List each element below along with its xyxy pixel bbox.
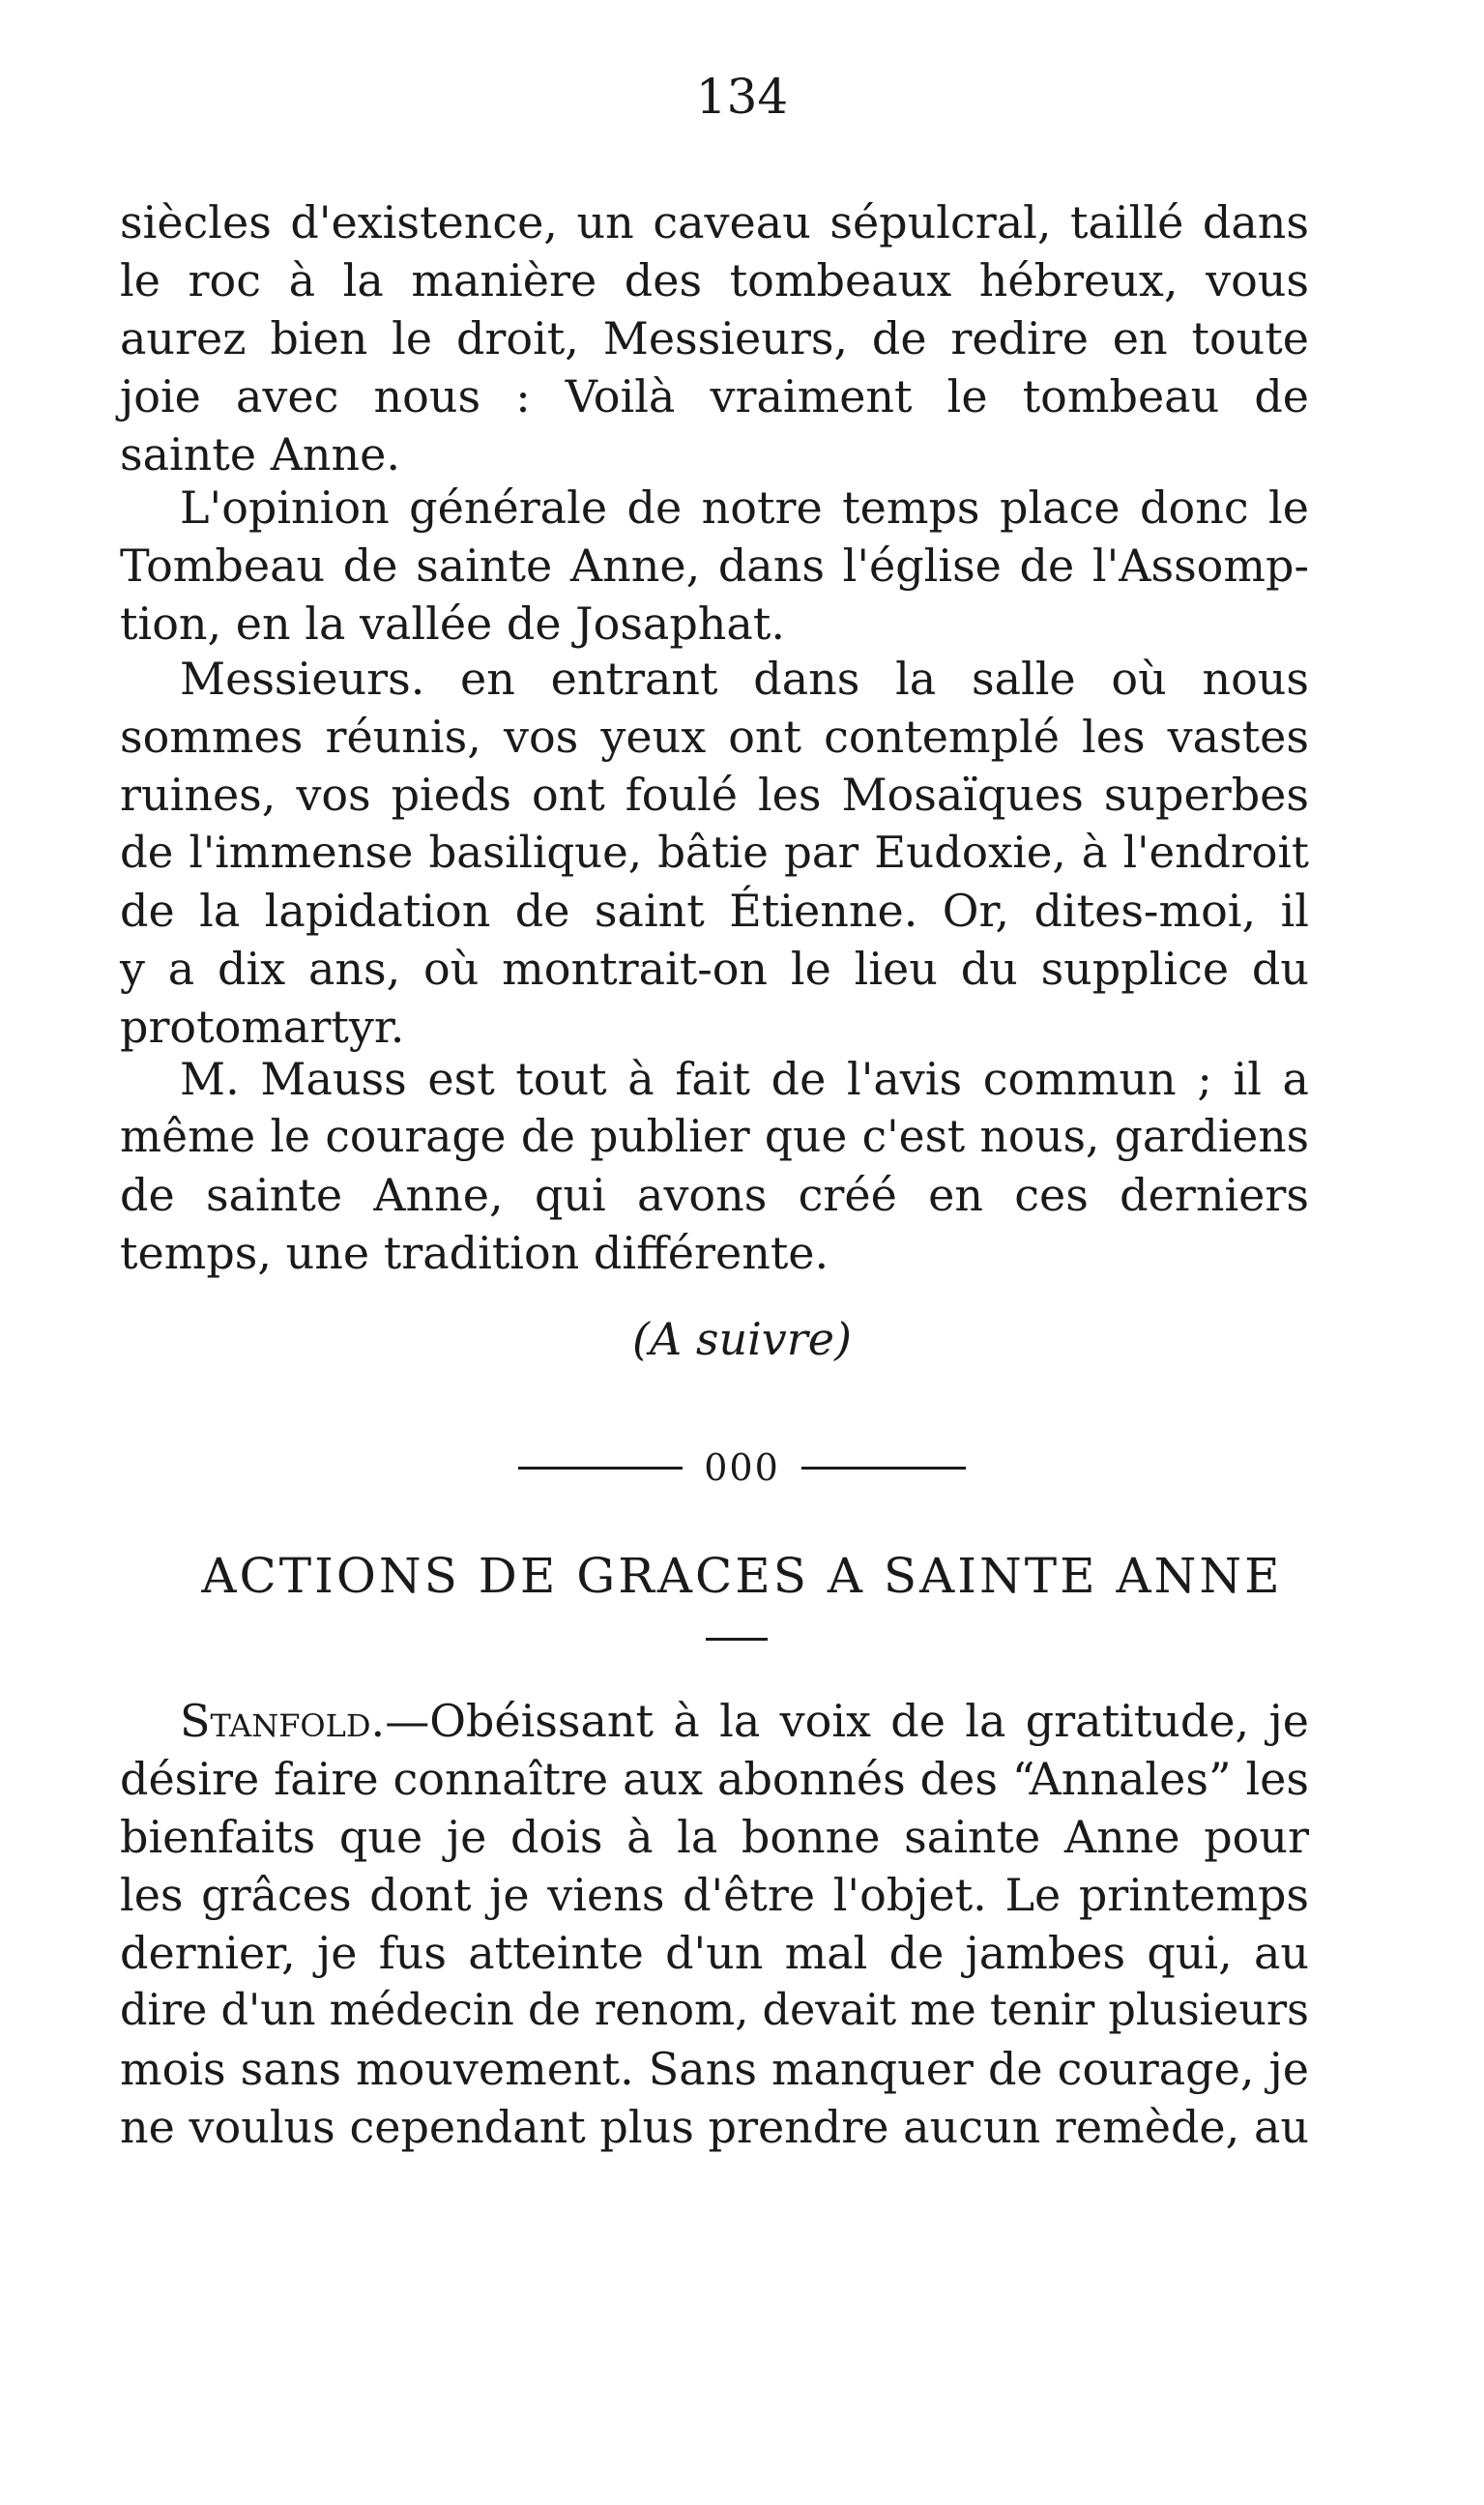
text-line: dernier, je fus atteinte d'un mal de jambes qui, au	[120, 1927, 1309, 1979]
text-line: Messieurs. en entrant dans la salle où nous	[180, 653, 1309, 705]
a-suivre-note: (A suivre)	[632, 1313, 852, 1365]
text-line: L'opinion générale de notre temps place donc le	[180, 481, 1309, 534]
line-rest: —Obéissant à la voix de la gratitude, je	[385, 1695, 1309, 1747]
separator-rule-right	[801, 1467, 966, 1470]
text-line: de la lapidation de saint Étienne. Or, dites-moi, il	[120, 885, 1309, 937]
text-line: bienfaits que je dois à la bonne sainte Anne pour	[120, 1811, 1309, 1863]
place-name: Stanfold.	[180, 1695, 386, 1747]
text-line	[120, 1692, 1309, 1750]
text-line: dire d'un médecin de renom, devait me tenir plusieurs	[120, 1986, 1309, 2035]
text-line: sainte Anne.	[120, 428, 401, 481]
text-line: ruines, vos pieds ont foulé les Mosaïques superbes	[120, 769, 1309, 821]
paragraph-4	[120, 1050, 1309, 1282]
text-line: désire faire connaître aux abonnés des “Annales” les	[120, 1753, 1309, 1805]
paragraph-2	[120, 479, 1309, 653]
section-separator	[0, 1439, 1484, 1497]
text-line: sommes réunis, vos yeux ont contemplé les vastes	[120, 711, 1309, 763]
text-line: temps, une tradition différente.	[120, 1227, 829, 1279]
text-line: y a dix ans, où montrait-on le lieu du supplice du	[120, 943, 1309, 995]
text-line: de sainte Anne, qui avons créé en ces derniers	[120, 1169, 1309, 1221]
section-paragraph	[120, 1692, 1309, 2156]
text-line: les grâces dont je viens d'être l'objet. Le printemps	[120, 1869, 1309, 1921]
text-line: de l'immense basilique, bâtie par Eudoxie, à l'endroit	[120, 827, 1309, 878]
text-line: siècles d'existence, un caveau sépulcral, taillé dans	[120, 196, 1309, 248]
text-line: M. Mauss est tout à fait de l'avis commun ; il a	[180, 1053, 1309, 1105]
text-line: joie avec nous : Voilà vraiment le tombeau de	[120, 370, 1309, 422]
text-line: protomartyr.	[120, 1001, 405, 1053]
separator-rule-left	[518, 1467, 683, 1470]
paragraph-3	[120, 650, 1309, 1056]
heading-rule	[706, 1638, 768, 1641]
text-line: le roc à la manière des tombeaux hébreux, vous	[120, 254, 1309, 306]
text-line: Tombeau de sainte Anne, dans l'église de l'Assomp-	[120, 539, 1309, 592]
section-heading: ACTIONS DE GRACES A SAINTE ANNE	[201, 1548, 1283, 1604]
text-line: même le courage de publier que c'est nous, gardiens	[120, 1111, 1309, 1162]
page-number: 134	[695, 69, 789, 125]
paragraph-1	[120, 193, 1309, 483]
text-line: ne voulus cependant plus prendre aucun remède, au	[120, 2101, 1309, 2153]
text-line: tion, en la vallée de Josaphat.	[120, 597, 785, 650]
separator-mark: 000	[704, 1446, 780, 1489]
text-line: aurez bien le droit, Messieurs, de redire en toute	[120, 312, 1309, 364]
text-line: mois sans mouvement. Sans manquer de courage, je	[120, 2043, 1309, 2095]
